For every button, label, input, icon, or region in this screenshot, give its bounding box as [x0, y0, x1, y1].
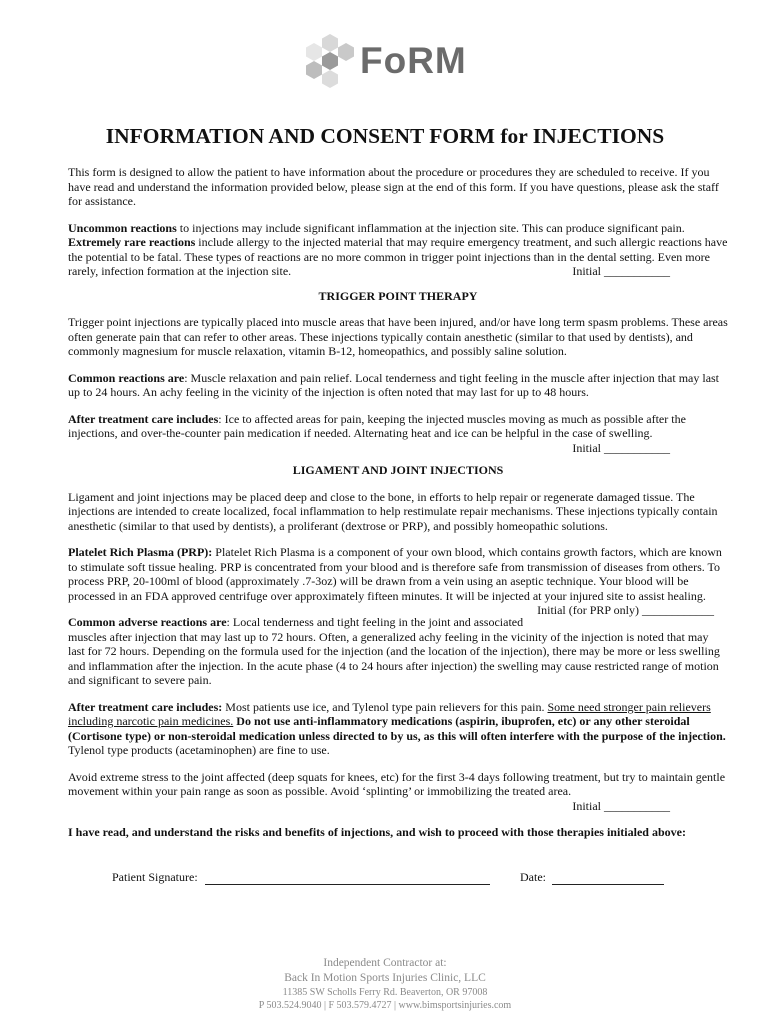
- adverse-reactions-paragraph: [68, 615, 728, 688]
- ligament-after-care: [68, 700, 728, 758]
- prp-text: Platelet Rich Plasma is a component of your own blood, which contains growth factors, which are known to stimulate soft tissue healing. PRP is concentrated from your blood and is therefore safe from transmission of diseases from others. To process PRP, 20-100ml of blood (approximately .7-3oz) will be drawn from a vein using an aseptic technique. Your blood will be processed in an FDA approved centrifuge over approximately fifteen minutes. It will be injected at your injured site to assist healing.: [68, 545, 722, 603]
- trigger-common-reactions: [68, 371, 728, 400]
- date-field[interactable]: [552, 884, 664, 885]
- rare-reactions-text: include allergy to the injected material that may require emergency treatment, and such allergic reactions have the potential to be fatal. These types of reactions are no more common in trigger point injections than in the dental setting. Even more rarely, infection formation at the injection site.: [68, 235, 728, 278]
- patient-signature-field[interactable]: [205, 884, 490, 885]
- prp-label: Platelet Rich Plasma (PRP):: [68, 545, 213, 559]
- logo-wordmark: FoRM: [360, 40, 467, 81]
- page-title: INFORMATION AND CONSENT FORM for INJECTIONS: [105, 124, 665, 148]
- trigger-heading: TRIGGER POINT THERAPY: [318, 288, 478, 303]
- trigger-initial-field[interactable]: Initial ___________: [572, 440, 670, 455]
- date-label: Date:: [520, 870, 546, 884]
- uncommon-reactions-label: Uncommon reactions: [68, 220, 177, 235]
- adverse-reactions-label: Common adverse reactions are: [68, 615, 227, 629]
- form-body: [68, 165, 728, 852]
- tylenol-note: Tylenol type products (acetaminophen) are fine to use.: [68, 743, 330, 757]
- trigger-common-label: Common reactions are: [68, 370, 185, 385]
- reactions-initial-field[interactable]: Initial ___________: [572, 264, 670, 278]
- ligament-initial-field[interactable]: Initial ___________: [572, 798, 670, 813]
- patient-signature-label: Patient Signature:: [112, 870, 198, 884]
- trigger-body: Trigger point injections are typically placed into muscle areas that have been injured, and/or have long term spasm problems. These areas often generate pain that can refer to other areas. These injections typically contain anesthetic (similar to that used by dentists), and commonly magnesium for muscle relaxation, vitamin B-12, homeopathics, and possibly saline solution.: [68, 315, 728, 358]
- ligament-after-text: Most patients use ice, and Tylenol type pain relievers for this pain.: [222, 699, 548, 714]
- ligament-body: Ligament and joint injections may be placed deep and close to the bone, in efforts to help repair or regenerate damaged tissue. The injections are intended to create localized, focal inflammation to help restimulate repair mechanisms. These injections typically contain anesthetic (similar to that used by dentists), a proliferant (dextrose or PRP), and possibly homeopathic solutions.: [68, 489, 718, 533]
- uncommon-reactions-text: to injections may include significant inflammation at the injection site. This can produce significant pain.: [176, 220, 685, 235]
- avoid-stress-paragraph: Avoid extreme stress to the joint affected (deep squats for knees, etc) for the first 3-4 days following treatment, but try to maintain gentle movement within your pain range as soon as possible. Avoid ‘splinting’ or immobilizing the treated area.: [68, 769, 726, 798]
- trigger-after-label: After treatment care includes: [68, 411, 219, 426]
- consent-statement: I have read, and understand the risks and benefits of injections, and wish to proceed with those therapies initialed above:: [68, 825, 686, 839]
- ligament-heading: LIGAMENT AND JOINT INJECTIONS: [292, 463, 504, 477]
- medication-warning: Do not use anti-inflammatory medications (aspirin, ibuprofen, etc) or any other steroidal (Cortisone type) or non-steroidal medication unless directed to by us, as this will often interfere with the purpose of the injection.: [68, 714, 726, 743]
- intro-paragraph: This form is designed to allow the patient to have information about the procedure or procedures they are scheduled to receive. If you have read and understand the information provided below, please sign at the end of this form. If you have questions, please ask the staff for assistance.: [68, 165, 719, 208]
- ligament-after-label: After treatment care includes:: [68, 699, 223, 714]
- hexagon-cluster-icon: [300, 30, 360, 90]
- form-logo: [300, 30, 470, 90]
- footer-contact: P 503.524.9040 | F 503.579.4727 | www.bimsportsinjuries.com: [258, 1000, 512, 1011]
- footer: [0, 956, 770, 1012]
- prp-paragraph: [68, 545, 728, 617]
- stronger-relievers-note: Some need stronger pain relievers including narcotic pain medicines.: [68, 699, 711, 728]
- trigger-after-care: [68, 412, 728, 441]
- prp-initial-field[interactable]: Initial (for PRP only) ____________: [537, 603, 714, 617]
- rare-reactions-label: Extremely rare reactions: [68, 235, 196, 249]
- reactions-paragraph: [68, 221, 728, 279]
- adverse-reactions-text: : Local tenderness and tight feeling in the joint and associated muscles after injection that may last up to 72 hours. Often, a generalized achy feeling in the vicinity of the injection is noted that may last for 72 hours. Depending on the formula used for the injection (and the location of the injection), there may be more or less swelling and inflammation after the injection. In the acute phase (4 to 24 hours after injection) the swelling may cause restricted range of motion and significant to severe pain.: [68, 615, 720, 687]
- footer-clinic-name: Back In Motion Sports Injuries Clinic, LLC: [284, 972, 486, 984]
- trigger-common-text: : Muscle relaxation and pain relief. Local tenderness and tight feeling in the muscle after injection that may last up to 24 hours. An achy feeling in the vicinity of the injection is often noted that may last for up to 48 hours.: [68, 370, 720, 399]
- footer-contractor: Independent Contractor at:: [323, 957, 447, 969]
- trigger-after-text: : Ice to affected areas for pain, keeping the injected muscles moving as much as possible after the injections, and over-the-counter pain medication if needed. Alternating heat and ice can be helpful in the case of swelling.: [68, 411, 686, 440]
- footer-address: 11385 SW Scholls Ferry Rd. Beaverton, OR 97008: [282, 987, 488, 998]
